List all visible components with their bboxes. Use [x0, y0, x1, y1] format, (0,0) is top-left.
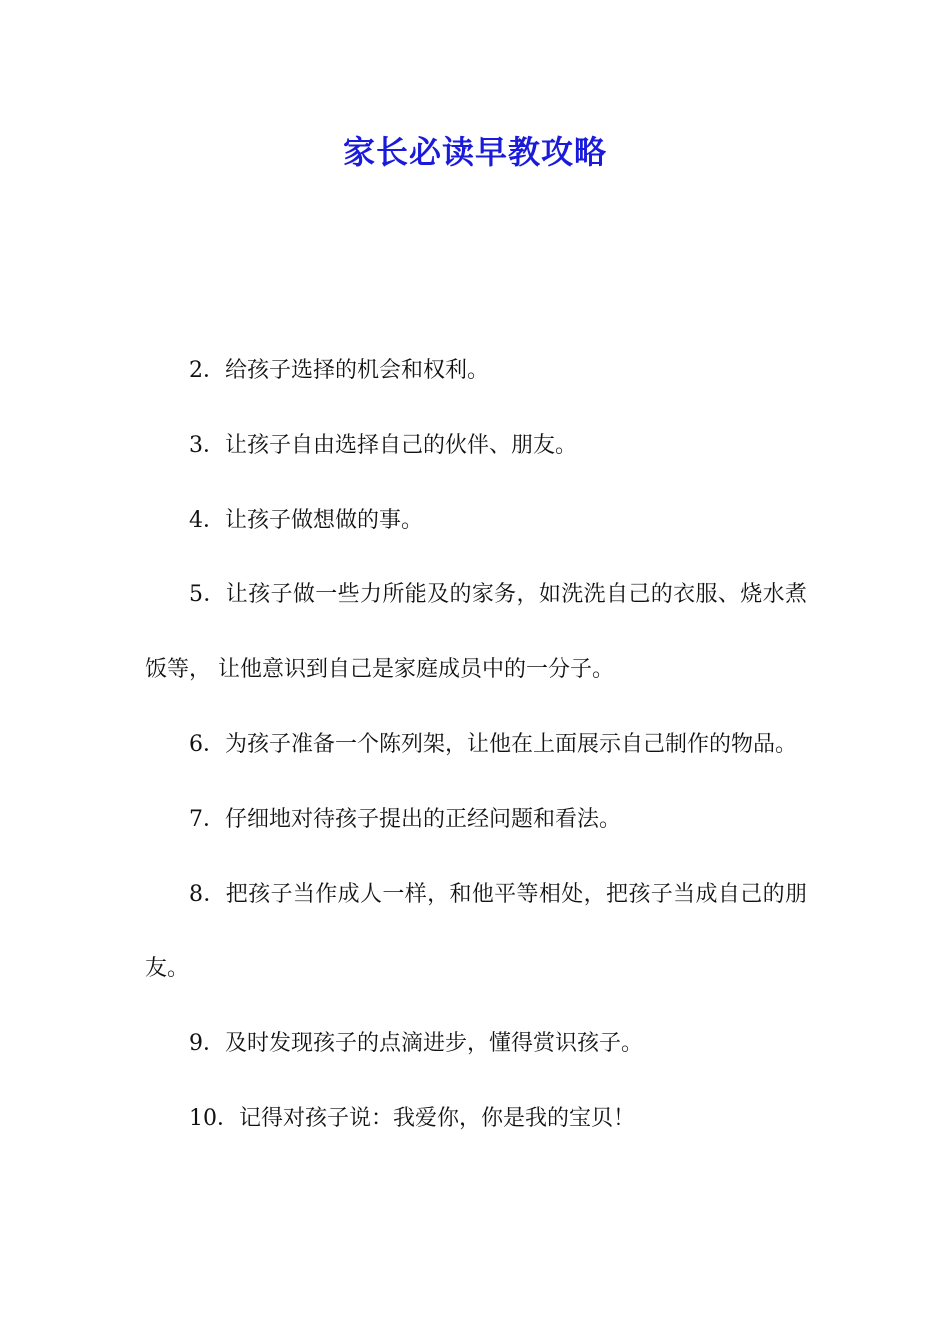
paragraph: 7．仔细地对待孩子提出的正经问题和看法。	[189, 806, 621, 832]
paragraph: 6．为孩子准备一个陈列架，让他在上面展示自己制作的物品。	[189, 731, 797, 757]
paragraph: 10．记得对孩子说：我爱你，你是我的宝贝！	[189, 1105, 635, 1131]
paragraph: 2．给孩子选择的机会和权利。	[189, 358, 489, 383]
paragraph: 4．让孩子做想做的事。	[189, 507, 423, 533]
paragraph: 3．让孩子自由选择自己的伙伴、朋友。	[189, 432, 577, 458]
document-title: 家长必读早教攻略	[342, 133, 607, 171]
document-body	[145, 334, 807, 1157]
paragraph: 8．把孩子当作成人一样，和他平等相处，把孩子当成自己的朋友。	[145, 881, 807, 982]
paragraph: 9．及时发现孩子的点滴进步，懂得赏识孩子。	[189, 1031, 643, 1057]
paragraph: 5．让孩子做一些力所能及的家务，如洗洗自己的衣服、烧水煮饭等， 让他意识到自己是家庭成员中的一分子。	[145, 582, 807, 683]
